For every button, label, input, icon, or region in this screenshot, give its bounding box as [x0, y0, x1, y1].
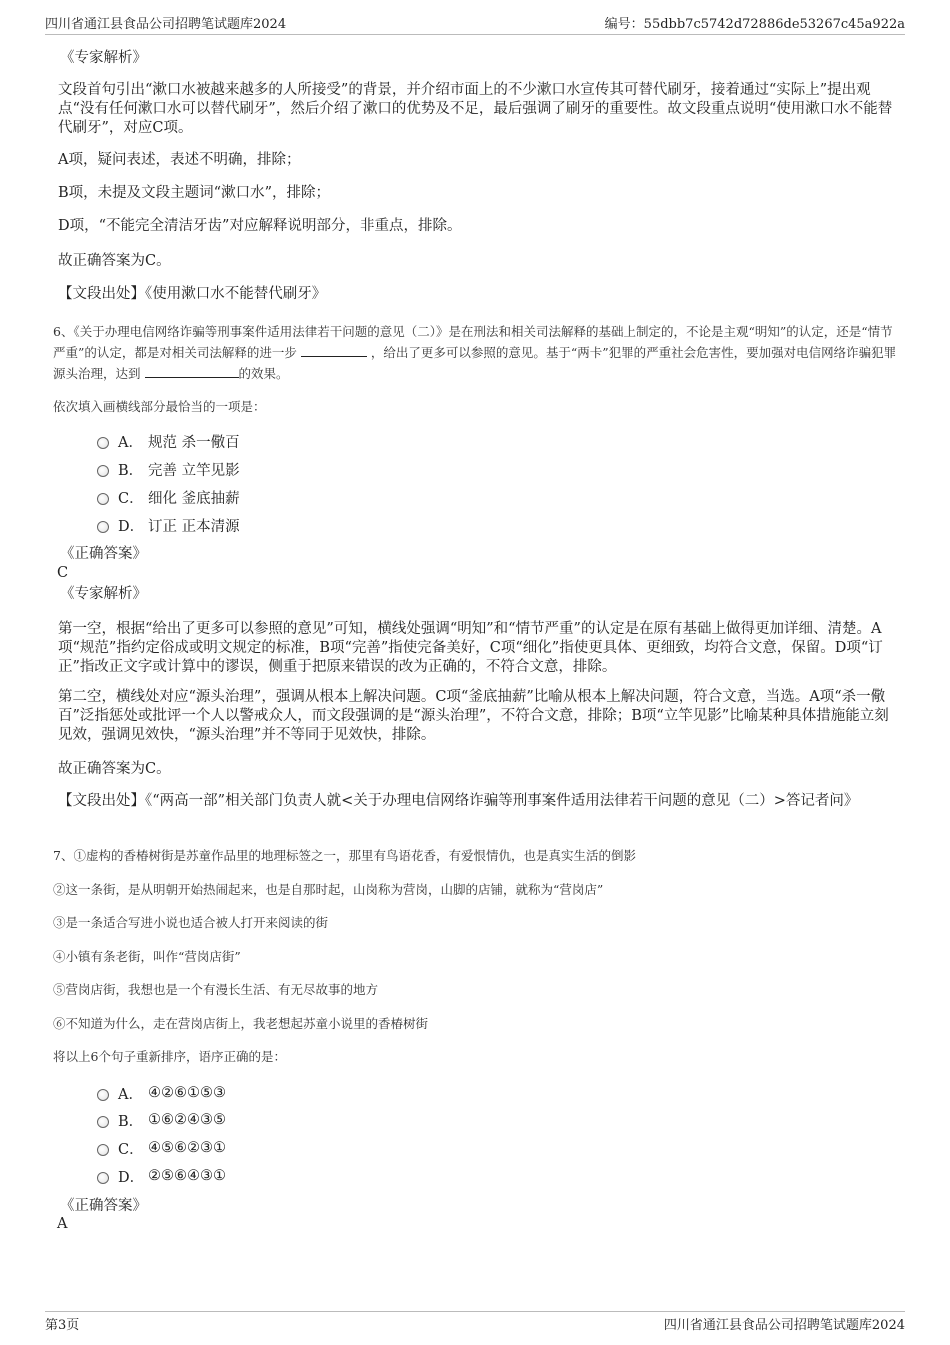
q6-stem: 6、《关于办理电信网络诈骗等刑事案件适用法律若干问题的意见（二）》是在刑法和相关司法解释的基础上制定的，不论是主观“明知”的认定，还是“情节严重”的认定，都是对相关司法解释的进一步 ，给出了更多可以参照的意见。基于“两卡”犯罪的严重社会危害性，要加强对电信网络诈骗犯罪源头治理，达到 的效果。 — [53, 324, 897, 381]
q7-option-b[interactable]: B． ①⑥②④③⑤ — [97, 1110, 226, 1130]
header-title: 四川省通江县食品公司招聘笔试题库2024 — [45, 17, 287, 32]
radio-icon[interactable] — [97, 1116, 109, 1128]
blank-1 — [301, 356, 367, 357]
q6-source: 【文段出处】《“两高一部”相关部门负责人就<关于办理电信网络诈骗等刑事案件适用法律若干问题的意见（二）>答记者问》 — [58, 793, 859, 809]
q6-prompt: 依次填入画横线部分最恰当的一项是： — [53, 399, 266, 414]
q7-option-a[interactable]: A． ④②⑥①⑤③ — [97, 1083, 226, 1103]
q5-analysis-paragraph-2: A项，疑问表述，表述不明确，排除； — [58, 152, 301, 168]
radio-icon[interactable] — [97, 1089, 109, 1101]
q6-option-d[interactable]: D． 订正 正本清源 — [97, 515, 240, 535]
q5-analysis-paragraph-3: B项，未提及文段主题词“漱口水”，排除； — [58, 185, 330, 201]
q6-answer: C — [57, 565, 69, 581]
q7-sentence-6: ⑥不知道为什么，走在营岗店街上，我老想起苏童小说里的香椿树街 — [53, 1016, 429, 1031]
q7-prompt: 将以上6个句子重新排序，语序正确的是： — [53, 1049, 286, 1064]
q6-option-b[interactable]: B． 完善 立竿见影 — [97, 459, 240, 479]
q6-analysis-paragraph-1: 第一空，根据“给出了更多可以参照的意见”可知，横线处强调“明知”和“情节严重”的认定是在原有基础上做得更加详细、清楚。A项“规范”指约定俗成或明文规定的标准，B项“完善”指使完备美好，C项“细化”指使更具体、更细致，均符合文意，保留。D项“订正”指改正文字或计算中的谬误，侧重于把原来错误的改为正确的，不符合文意，排除。 — [58, 621, 883, 675]
q7-answer-heading: 《正确答案》 — [60, 1198, 147, 1214]
q7-sentence-4: ④小镇有条老街，叫作“营岗店街” — [53, 949, 241, 964]
q6-conclusion: 故正确答案为C。 — [58, 761, 171, 777]
q6-answer-heading: 《正确答案》 — [60, 546, 147, 562]
page-number: 第3页 — [45, 1318, 80, 1333]
q6-analysis-heading: 《专家解析》 — [60, 586, 147, 602]
footer-title: 四川省通江县食品公司招聘笔试题库2024 — [663, 1318, 905, 1333]
radio-icon[interactable] — [97, 1172, 109, 1184]
page-header — [45, 0, 905, 35]
q5-analysis-heading: 《专家解析》 — [60, 50, 147, 66]
q5-analysis-paragraph-4: D项，“不能完全清洁牙齿”对应解释说明部分，非重点，排除。 — [58, 218, 462, 234]
q6-option-a[interactable]: A． 规范 杀一儆百 — [97, 431, 240, 451]
blank-2 — [145, 377, 239, 378]
radio-icon[interactable] — [97, 493, 109, 505]
q6-analysis-paragraph-2: 第二空，横线处对应“源头治理”，强调从根本上解决问题。C项“釜底抽薪”比喻从根本上解决问题，符合文意，当选。A项“杀一儆百”泛指惩处或批评一个人以警戒众人，而文段强调的是“源头治理”，不符合文意，排除；B项“立竿见影”比喻某种具体措施能立刻见效，强调见效快，“源头治理”并不等同于见效快，排除。 — [58, 689, 889, 743]
q7-sentence-5: ⑤营岗店街，我想也是一个有漫长生活、有无尽故事的地方 — [53, 982, 379, 997]
q7-sentence-3: ③是一条适合写进小说也适合被人打开来阅读的街 — [53, 915, 329, 930]
radio-icon[interactable] — [97, 1144, 109, 1156]
q7-option-d[interactable]: D． ②⑤⑥④③① — [97, 1166, 226, 1186]
q5-source: 【文段出处】《使用漱口水不能替代刷牙》 — [58, 286, 327, 302]
q5-conclusion: 故正确答案为C。 — [58, 253, 171, 269]
header-code: 编号：55dbb7c5742d72886de53267c45a922a — [604, 17, 905, 32]
q7-sentence-1: 7、①虚构的香椿树街是苏童作品里的地理标签之一，那里有鸟语花香，有爱恨情仇，也是真实生活的倒影 — [53, 848, 636, 863]
page-footer — [45, 1311, 905, 1333]
radio-icon[interactable] — [97, 521, 109, 533]
q5-analysis-paragraph-1: 文段首句引出“漱口水被越来越多的人所接受”的背景，并介绍市面上的不少漱口水宣传其可替代刷牙，接着通过“实际上”提出观点“没有任何漱口水可以替代刷牙”，然后介绍了漱口的优势及不足，最后强调了刷牙的重要性。故文段重点说明“使用漱口水不能替代刷牙”，对应C项。 — [58, 82, 893, 136]
radio-icon[interactable] — [97, 465, 109, 477]
q7-option-c[interactable]: C． ④⑤⑥②③① — [97, 1138, 226, 1158]
q7-sentence-2: ②这一条街，是从明朝开始热闹起来，也是自那时起，山岗称为营岗，山脚的店铺，就称为“营岗店” — [53, 882, 604, 897]
q7-answer: A — [57, 1216, 68, 1232]
radio-icon[interactable] — [97, 437, 109, 449]
q6-option-c[interactable]: C． 细化 釜底抽薪 — [97, 487, 240, 507]
